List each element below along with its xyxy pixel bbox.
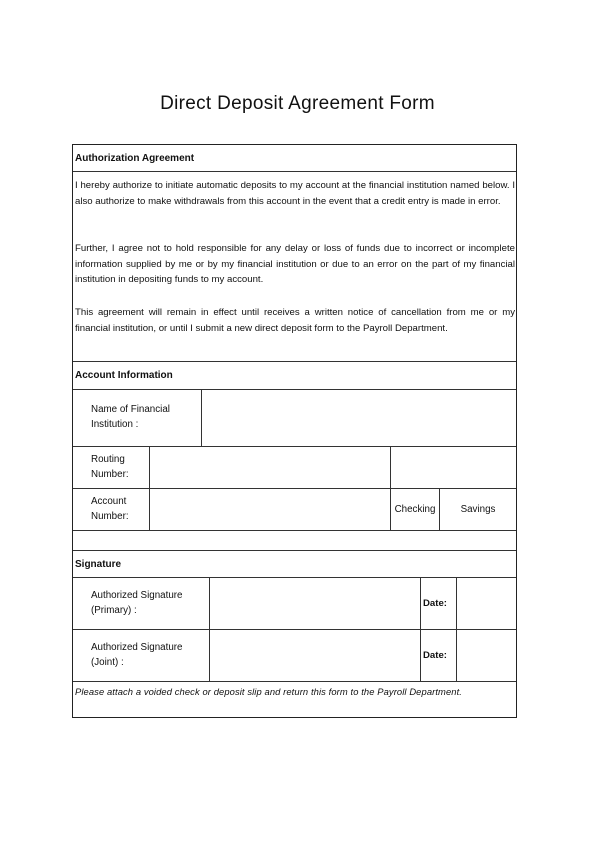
deposit-form (72, 144, 517, 718)
account-heading: Account Information (75, 370, 173, 381)
account-number-field[interactable] (150, 489, 390, 530)
authorization-heading: Authorization Agreement (75, 153, 195, 164)
form-title: Direct Deposit Agreement Form (160, 93, 435, 114)
divider (73, 550, 516, 551)
primary-signature-field[interactable] (210, 578, 420, 629)
account-label: Account Number: (91, 496, 129, 522)
institution-name-field[interactable] (202, 390, 516, 446)
checking-option[interactable]: Checking (394, 504, 436, 515)
authorization-paragraph-2: Further, I agree not to hold responsible for any delay or loss of funds due to incorrect or incomplete information supplied by me or by my financial institution or due to an error on the part of my financial institution in depositing funds to my account. (75, 243, 515, 286)
joint-signature-label: Authorized Signature (Joint) : (91, 642, 183, 668)
primary-signature-label: Authorized Signature (Primary) : (91, 590, 183, 616)
primary-date-label: Date: (423, 598, 447, 609)
divider (73, 171, 516, 172)
footer-note: Please attach a voided check or deposit slip and return this form to the Payroll Department. (75, 686, 463, 697)
divider (73, 530, 516, 531)
routing-label: Routing Number: (91, 454, 129, 480)
joint-date-label: Date: (423, 650, 447, 661)
authorization-paragraph-3: This agreement will remain in effect until receives a written notice of cancellation from me or my financial institution, or until I submit a new direct deposit form to the Payroll Department. (75, 307, 515, 334)
joint-signature-field[interactable] (210, 630, 420, 681)
joint-date-field[interactable] (457, 630, 516, 681)
routing-number-field[interactable] (150, 447, 390, 488)
authorization-paragraph-1: I hereby authorize to initiate automatic deposits to my account at the financial institution named below. I also authorize to make withdrawals from this account in the event that a credit entry is made in error. (75, 180, 515, 207)
institution-label: Name of Financial Institution : (91, 404, 170, 430)
divider (73, 361, 516, 362)
signature-heading: Signature (75, 559, 122, 570)
primary-date-field[interactable] (457, 578, 516, 629)
savings-option[interactable]: Savings (460, 504, 496, 515)
divider (73, 681, 516, 682)
